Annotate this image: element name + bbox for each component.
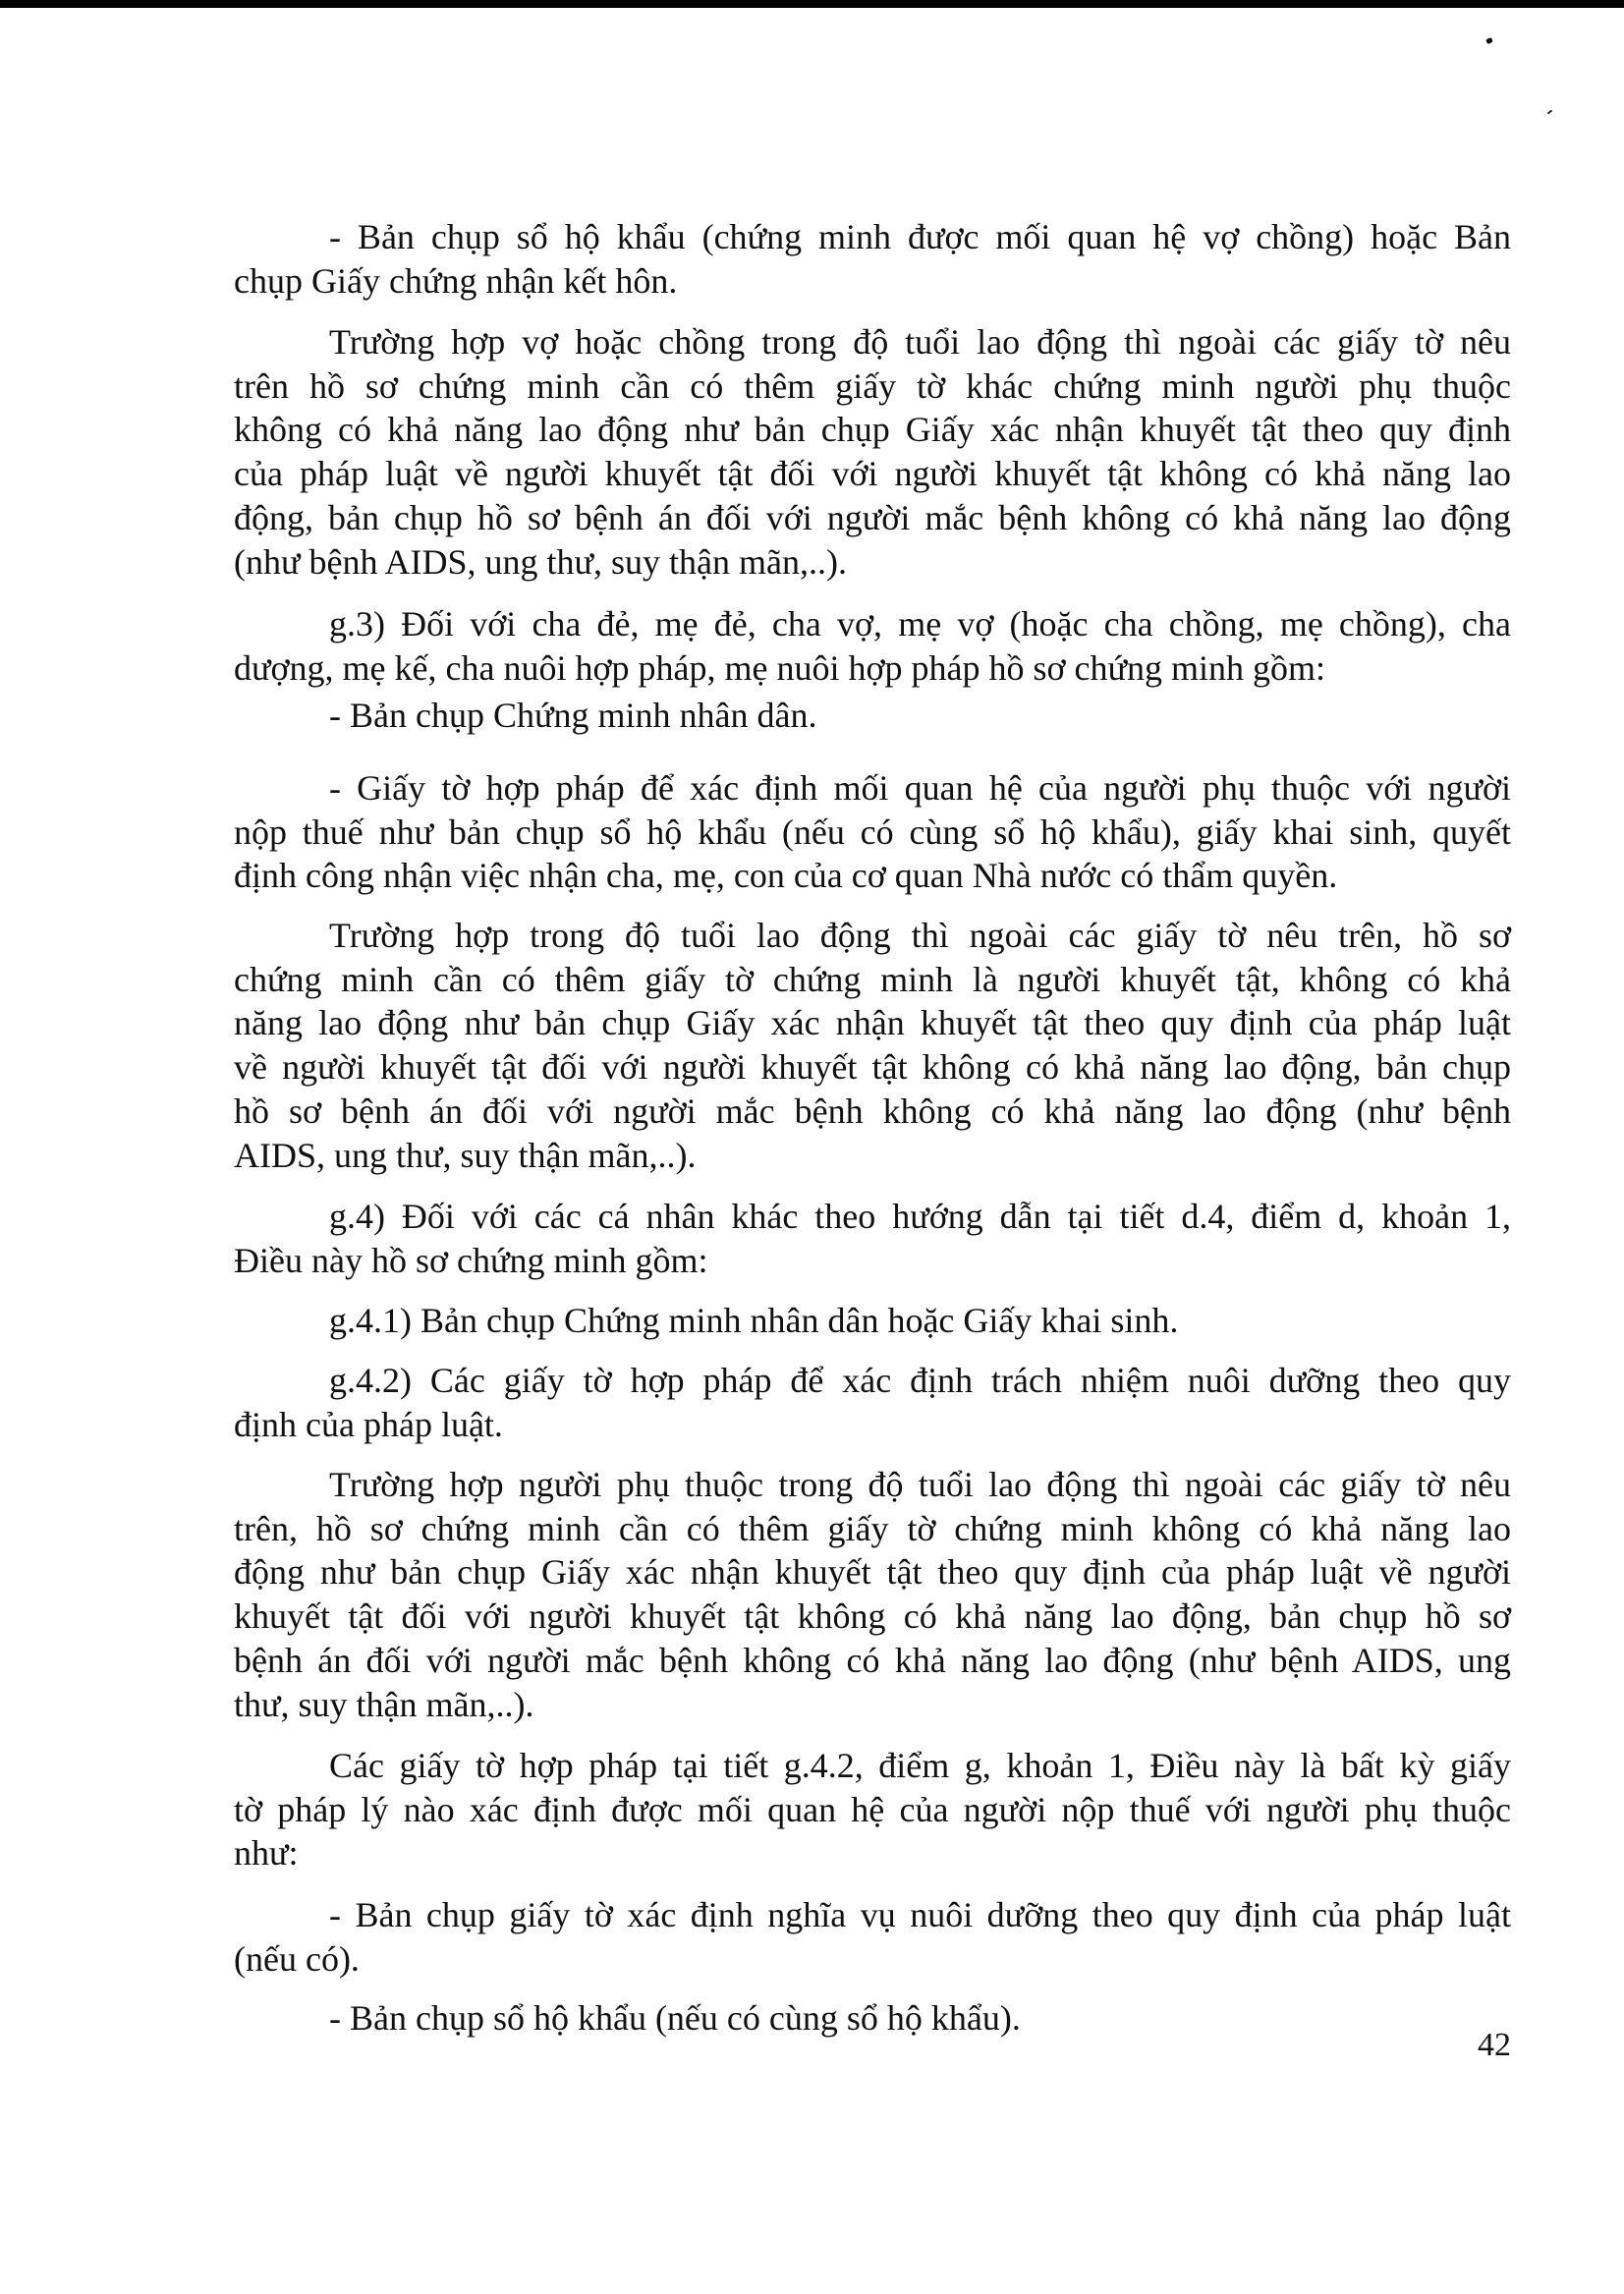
text-line: Trường hợp vợ hoặc chồng trong độ tuổi lao động thì ngoài các giấy tờ nêu — [329, 322, 1511, 362]
paragraph — [234, 320, 1511, 584]
page-number: 42 — [1478, 2027, 1511, 2063]
text-line: động, bản chụp hồ sơ bệnh án đối với người mắc bệnh không có khả năng lao động — [234, 497, 1511, 537]
paragraph — [234, 766, 1511, 898]
paragraph — [234, 215, 1511, 303]
text-line: (nếu có). — [234, 1938, 360, 1979]
text-line: - Bản chụp sổ hộ khẩu (nếu có cùng sổ hộ khẩu). — [329, 1998, 1021, 2038]
paragraph — [234, 1996, 1511, 2041]
paragraph — [234, 1195, 1511, 1282]
text-line: g.4) Đối với các cá nhân khác theo hướng dẫn tại tiết d.4, điểm d, khoản 1, — [329, 1197, 1511, 1236]
text-line: - Bản chụp Chứng minh nhân dân. — [329, 696, 817, 735]
text-line: chứng minh cần có thêm giấy tờ chứng minh là người khuyết tật, không có khả — [234, 959, 1511, 999]
text-line: hồ sơ bệnh án đối với người mắc bệnh không có khả năng lao động (như bệnh — [234, 1091, 1511, 1131]
text-line: Các giấy tờ hợp pháp tại tiết g.4.2, điểm g, khoản 1, Điều này là bất kỳ giấy — [329, 1746, 1511, 1785]
text-line: g.4.2) Các giấy tờ hợp pháp để xác định trách nhiệm nuôi dưỡng theo quy — [329, 1361, 1511, 1400]
text-line: (như bệnh AIDS, ung thư, suy thận mãn,..). — [234, 541, 847, 582]
text-line: khuyết tật đối với người khuyết tật không có khả năng lao động, bản chụp hồ sơ — [234, 1596, 1511, 1637]
text-line: tờ pháp lý nào xác định được mối quan hệ của người nộp thuế với người phụ thuộc — [234, 1789, 1511, 1829]
text-line: - Bản chụp sổ hộ khẩu (chứng minh được mối quan hệ vợ chồng) hoặc Bản — [329, 217, 1511, 256]
text-line: về người khuyết tật đối với người khuyết tật không có khả năng lao động, bản chụp — [234, 1047, 1511, 1088]
text-line: - Giấy tờ hợp pháp để xác định mối quan hệ của người phụ thuộc với người — [329, 768, 1511, 808]
paragraph — [234, 1463, 1511, 1726]
paragraph — [234, 1299, 1511, 1343]
text-line: AIDS, ung thư, suy thận mãn,..). — [234, 1135, 697, 1175]
paragraph — [234, 914, 1511, 1177]
text-line: bệnh án đối với người mắc bệnh không có khả năng lao động (như bệnh AIDS, ung — [234, 1640, 1511, 1680]
text-line: động như bản chụp Giấy xác nhận khuyết tật theo quy định của pháp luật về người — [234, 1552, 1511, 1593]
text-line: Trường hợp người phụ thuộc trong độ tuổi lao động thì ngoài các giấy tờ nêu — [329, 1465, 1511, 1504]
paragraph — [234, 1359, 1511, 1446]
text-line: trên, hồ sơ chứng minh cần có thêm giấy tờ chứng minh không có khả năng lao — [234, 1508, 1511, 1548]
paragraph — [234, 694, 1511, 738]
text-line: năng lao động như bản chụp Giấy xác nhận khuyết tật theo quy định của pháp luật — [234, 1003, 1511, 1043]
text-line: chụp Giấy chứng nhận kết hôn. — [234, 260, 678, 301]
text-line: g.4.1) Bản chụp Chứng minh nhân dân hoặc Giấy khai sinh. — [329, 1301, 1179, 1340]
text-line: g.3) Đối với cha đẻ, mẹ đẻ, cha vợ, mẹ vợ (hoặc cha chồng, mẹ chồng), cha — [329, 604, 1511, 643]
text-line: trên hồ sơ chứng minh cần có thêm giấy tờ khác chứng minh người phụ thuộc — [234, 365, 1511, 406]
scan-speck — [1485, 37, 1493, 44]
text-line: của pháp luật về người khuyết tật đối với người khuyết tật không có khả năng lao — [234, 454, 1511, 494]
text-line: dượng, mẹ kế, cha nuôi hợp pháp, mẹ nuôi hợp pháp hồ sơ chứng minh gồm: — [234, 647, 1326, 688]
text-line: định công nhận việc nhận cha, mẹ, con của cơ quan Nhà nước có thẩm quyền. — [234, 856, 1338, 896]
text-line: không có khả năng lao động như bản chụp Giấy xác nhận khuyết tật theo quy định — [234, 410, 1511, 450]
text-line: như: — [234, 1833, 299, 1874]
text-line: - Bản chụp giấy tờ xác định nghĩa vụ nuôi dưỡng theo quy định của pháp luật — [329, 1895, 1511, 1934]
scan-speck — [1547, 110, 1552, 115]
paragraph — [234, 602, 1511, 690]
paragraph — [234, 1893, 1511, 1981]
paragraph — [234, 1744, 1511, 1875]
text-line: thư, suy thận mãn,..). — [234, 1684, 534, 1724]
text-line: Trường hợp trong độ tuổi lao động thì ngoài các giấy tờ nêu trên, hồ sơ — [329, 916, 1511, 955]
text-line: Điều này hồ sơ chứng minh gồm: — [234, 1240, 708, 1280]
text-line: định của pháp luật. — [234, 1404, 503, 1444]
scan-edge-band — [0, 0, 1624, 8]
text-line: nộp thuế như bản chụp sổ hộ khẩu (nếu có cùng sổ hộ khẩu), giấy khai sinh, quyết — [234, 811, 1511, 852]
